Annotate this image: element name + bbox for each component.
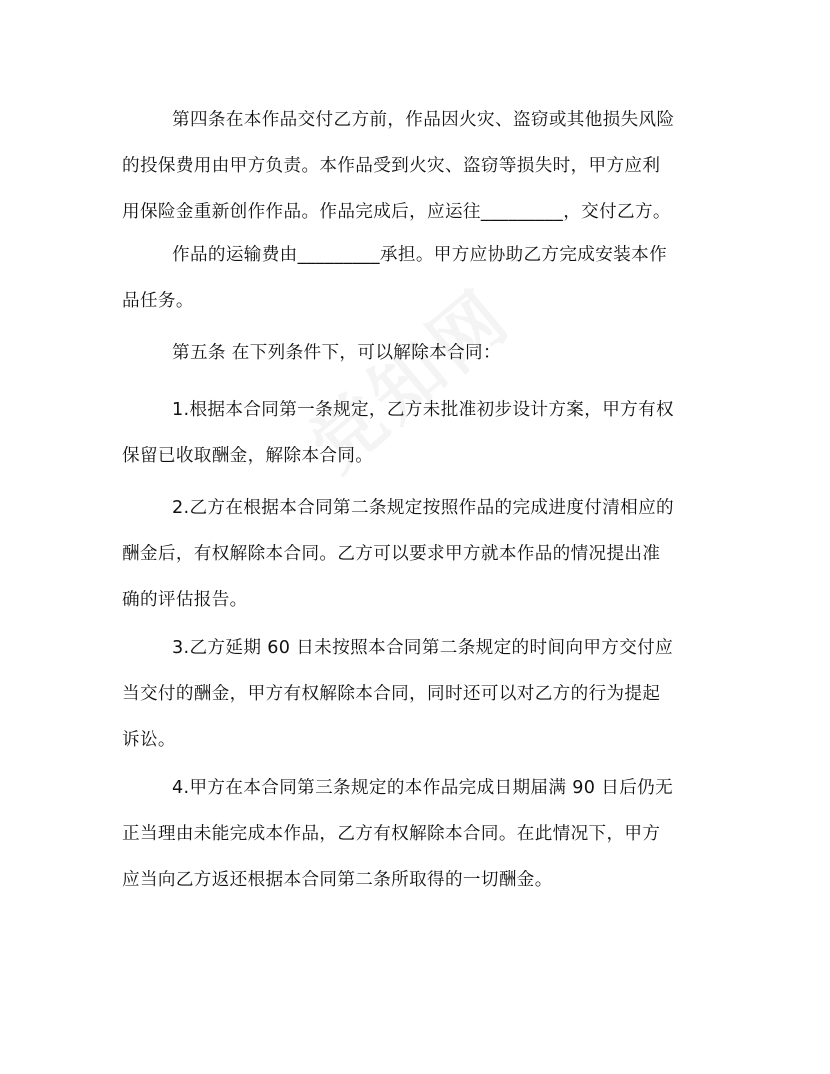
text-line: 确的评估报告。 <box>122 590 248 610</box>
text-line: 1.根据本合同第一条规定，乙方未批准初步设计方案，甲方有权 <box>172 400 674 420</box>
text-line: 第五条 在下列条件下，可以解除本合同： <box>172 343 501 363</box>
paragraph-article-5 <box>122 330 708 376</box>
text-line: 4.甲方在本合同第三条规定的本作品完成日期届满 90 日后仍无 <box>172 778 674 798</box>
paragraph-clause-4 <box>122 765 708 903</box>
paragraph-clause-1 <box>122 387 708 479</box>
paragraph-clause-3 <box>122 625 708 763</box>
text-line: 当交付的酬金，甲方有权解除本合同，同时还可以对乙方的行为提起 <box>122 684 661 704</box>
text-line: 的投保费用由甲方负责。本作品受到火灾、盗窃等损失时，甲方应利 <box>122 156 661 176</box>
paragraph-clause-2 <box>122 485 708 623</box>
text-line: 保留已收取酬金，解除本合同。 <box>122 446 374 466</box>
text-line: 2.乙方在根据本合同第二条规定按照作品的完成进度付清相应的 <box>172 498 674 518</box>
text-line: 正当理由未能完成本作品，乙方有权解除本合同。在此情况下，甲方 <box>122 824 661 844</box>
text-line: 应当向乙方返还根据本合同第二条所取得的一切酬金。 <box>122 870 553 890</box>
text-line: 酬金后，有权解除本合同。乙方可以要求甲方就本作品的情况提出准 <box>122 544 661 564</box>
paragraph-transport <box>122 232 708 324</box>
text-line: 作品的运输费由_________承担。甲方应协助乙方完成安装本作 <box>172 245 668 265</box>
text-line: 3.乙方延期 60 日未按照本合同第二条规定的时间向甲方交付应 <box>172 638 674 658</box>
text-line: 用保险金重新创作作品。作品完成后，应运往_________，交付乙方。 <box>122 202 671 222</box>
text-line: 品任务。 <box>122 291 194 311</box>
text-line: 诉讼。 <box>122 730 176 750</box>
text-line: 第四条在本作品交付乙方前，作品因火灾、盗窃或其他损失风险 <box>172 110 675 130</box>
paragraph-article-4 <box>122 97 708 235</box>
